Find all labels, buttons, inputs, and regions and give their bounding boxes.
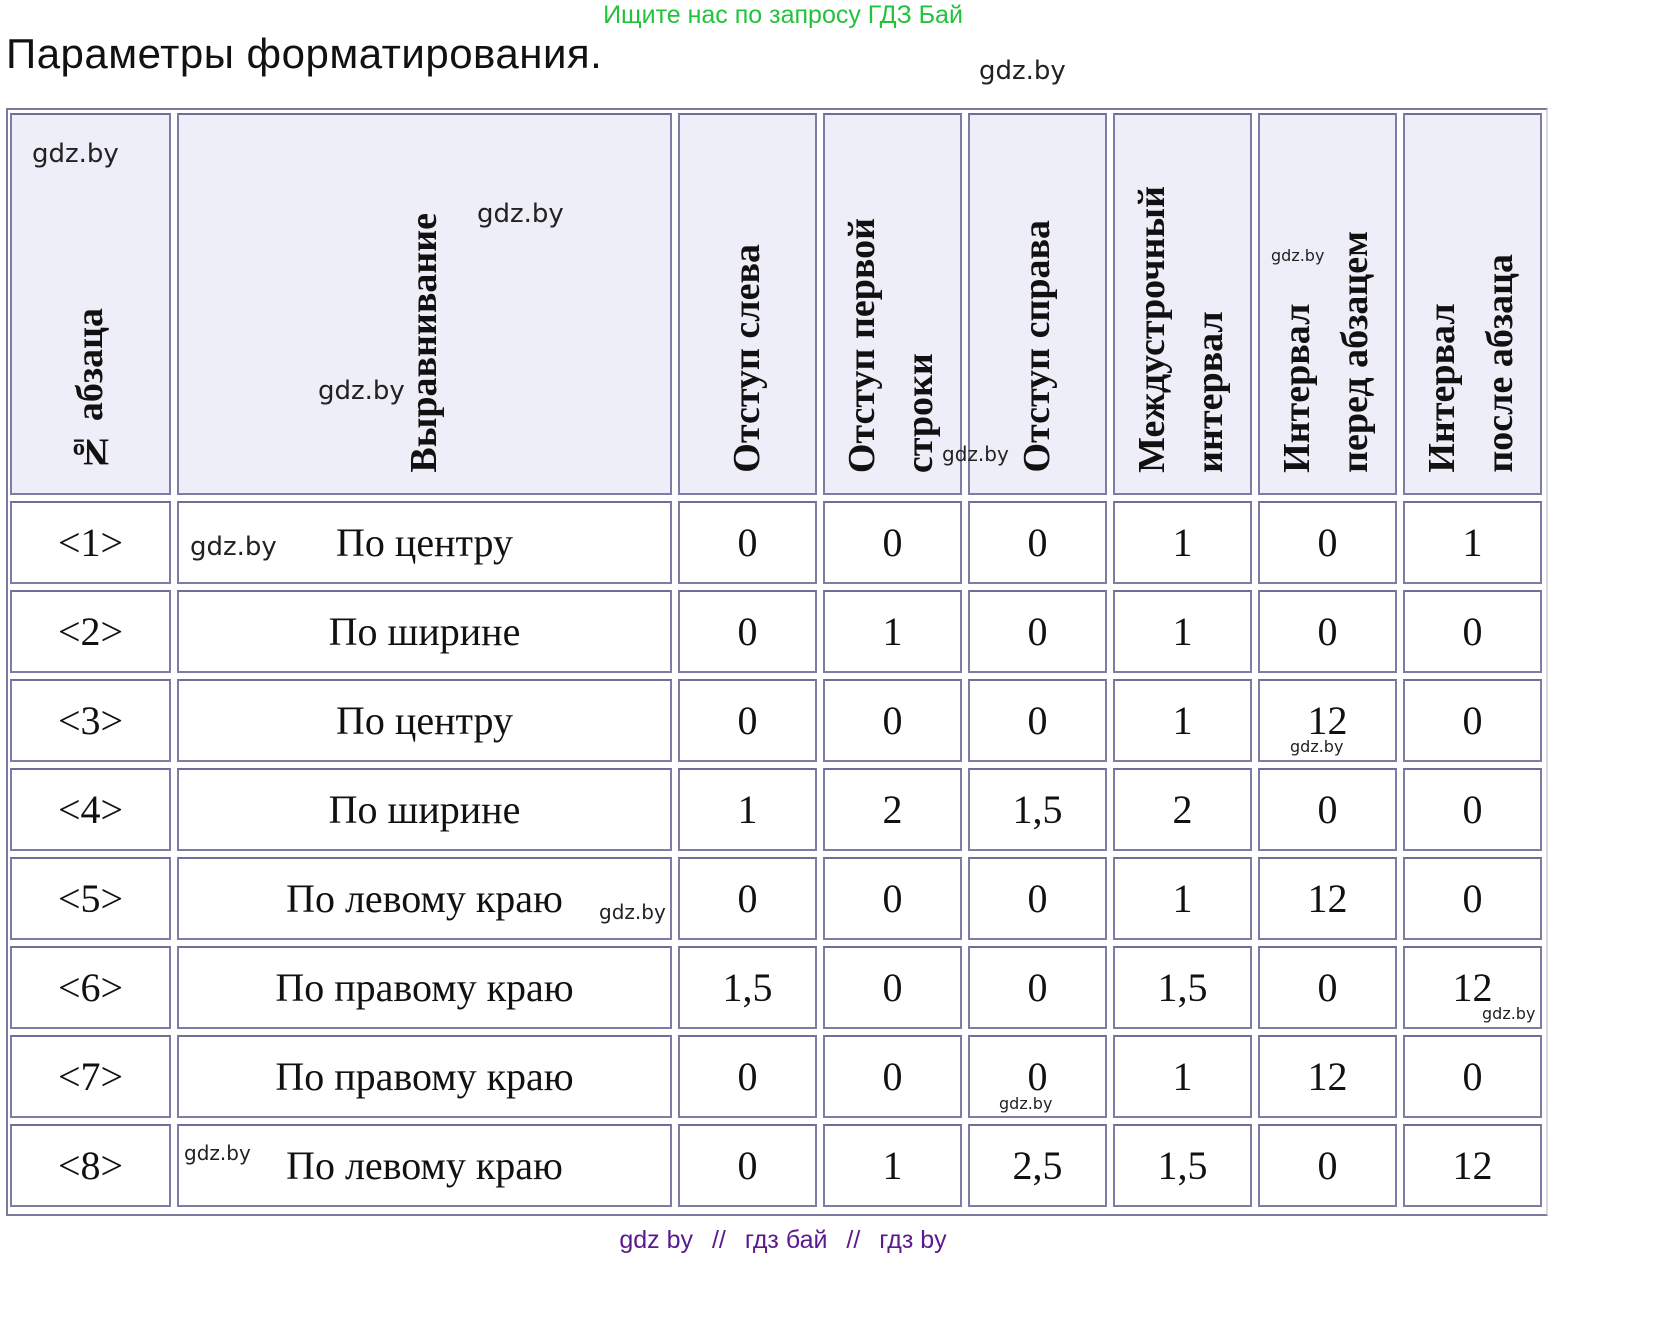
line-spacing-value: 1 <box>1113 1035 1252 1118</box>
first-line-indent-value: 0 <box>823 946 962 1029</box>
footer-separator: // <box>711 1226 726 1254</box>
header-spacing-before <box>1258 113 1397 495</box>
header-indent-right <box>968 113 1107 495</box>
alignment-value: По центру <box>177 501 672 584</box>
header-label-line1: Интервал <box>1420 303 1463 473</box>
indent-left-value: 0 <box>678 501 817 584</box>
indent-right-value: 0 <box>968 1035 1107 1118</box>
line-spacing-value: 2 <box>1113 768 1252 851</box>
first-line-indent-value: 0 <box>823 1035 962 1118</box>
header-label-line2: перед абзацем <box>1333 231 1376 473</box>
spacing-before-value: 0 <box>1258 1124 1397 1207</box>
paragraph-number: <4> <box>10 768 171 851</box>
header-paragraph-number <box>10 113 171 495</box>
first-line-indent-value: 1 <box>823 590 962 673</box>
alignment-value: По левому краю <box>177 1124 672 1207</box>
paragraph-number: <1> <box>10 501 171 584</box>
indent-left-value: 1 <box>678 768 817 851</box>
watermark: gdz.by <box>477 199 564 229</box>
paragraph-number: <3> <box>10 679 171 762</box>
line-spacing-value: 1 <box>1113 501 1252 584</box>
spacing-after-value: 0 <box>1403 768 1542 851</box>
header-label-line2: после абзаца <box>1478 254 1521 473</box>
line-spacing-value: 1,5 <box>1113 1124 1252 1207</box>
alignment-value: По центру <box>177 679 672 762</box>
indent-left-value: 0 <box>678 1124 817 1207</box>
watermark: gdz.by <box>1290 737 1344 756</box>
footer-link-gdz-by-cyr[interactable]: гдз by <box>879 1226 947 1254</box>
alignment-value: По ширине <box>177 768 672 851</box>
paragraph-number: <2> <box>10 590 171 673</box>
alignment-value: По ширине <box>177 590 672 673</box>
first-line-indent-value: 0 <box>823 679 962 762</box>
watermark: gdz.by <box>1482 1004 1536 1023</box>
header-spacing-after <box>1403 113 1542 495</box>
first-line-indent-value: 0 <box>823 501 962 584</box>
header-first-line-indent <box>823 113 962 495</box>
footer-separator: // <box>846 1226 861 1254</box>
header-label-line1: Отступ первой <box>840 217 883 473</box>
line-spacing-value: 1 <box>1113 590 1252 673</box>
watermark: gdz.by <box>979 56 1066 86</box>
spacing-before-value: 0 <box>1258 768 1397 851</box>
footer-links <box>0 1226 1566 1255</box>
indent-left-value: 1,5 <box>678 946 817 1029</box>
spacing-after-value: 0 <box>1403 857 1542 940</box>
footer-link-gdz-by[interactable]: gdz by <box>619 1226 694 1254</box>
table-row <box>10 768 1542 851</box>
spacing-after-value: 12 <box>1403 946 1542 1029</box>
watermark: gdz.by <box>1271 246 1325 265</box>
indent-right-value: 0 <box>968 501 1107 584</box>
first-line-indent-value: 2 <box>823 768 962 851</box>
spacing-before-value: 0 <box>1258 501 1397 584</box>
indent-left-value: 0 <box>678 857 817 940</box>
alignment-value: По левому краю <box>177 857 672 940</box>
indent-right-value: 0 <box>968 679 1107 762</box>
footer-link-gdz-bai[interactable]: гдз бай <box>744 1226 828 1254</box>
header-label: Отступ справа <box>1015 220 1058 473</box>
watermark: gdz.by <box>999 1094 1053 1113</box>
header-label-line1: Междустрочный <box>1130 186 1173 473</box>
indent-right-value: 0 <box>968 590 1107 673</box>
paragraph-number: <6> <box>10 946 171 1029</box>
header-label-line1: Интервал <box>1275 303 1318 473</box>
formatting-table <box>4 107 1548 1213</box>
header-indent-left <box>678 113 817 495</box>
first-line-indent-value: 0 <box>823 857 962 940</box>
spacing-before-value: 0 <box>1258 946 1397 1029</box>
spacing-after-value: 1 <box>1403 501 1542 584</box>
first-line-indent-value: 1 <box>823 1124 962 1207</box>
indent-left-value: 0 <box>678 590 817 673</box>
paragraph-number: <8> <box>10 1124 171 1207</box>
indent-left-value: 0 <box>678 679 817 762</box>
header-line-spacing <box>1113 113 1252 495</box>
spacing-after-value: 0 <box>1403 590 1542 673</box>
alignment-value: По правому краю <box>177 1035 672 1118</box>
header-alignment <box>177 113 672 495</box>
spacing-before-value: 12 <box>1258 679 1397 762</box>
spacing-after-value: 12 <box>1403 1124 1542 1207</box>
spacing-after-value: 0 <box>1403 1035 1542 1118</box>
header-label: Выравнивание <box>402 213 445 473</box>
line-spacing-value: 1 <box>1113 857 1252 940</box>
table-row <box>10 1124 1542 1207</box>
line-spacing-value: 1 <box>1113 679 1252 762</box>
line-spacing-value: 1,5 <box>1113 946 1252 1029</box>
header-label: № абзаца <box>68 308 111 473</box>
page-title: Параметры форматирования. <box>6 30 603 77</box>
watermark: gdz.by <box>32 139 119 169</box>
paragraph-number: <5> <box>10 857 171 940</box>
table-row <box>10 590 1542 673</box>
watermark: gdz.by <box>599 900 666 924</box>
watermark: gdz.by <box>184 1141 251 1165</box>
alignment-value: По правому краю <box>177 946 672 1029</box>
indent-right-value: 0 <box>968 857 1107 940</box>
header-row <box>10 113 1542 495</box>
indent-left-value: 0 <box>678 1035 817 1118</box>
header-label-line2: строки <box>898 353 941 473</box>
header-label: Отступ слева <box>725 244 768 473</box>
paragraph-number: <7> <box>10 1035 171 1118</box>
search-banner: Ищите нас по запросу ГДЗ Бай <box>603 1 963 29</box>
table-row <box>10 857 1542 940</box>
table-row <box>10 1035 1542 1118</box>
table-row <box>10 946 1542 1029</box>
indent-right-value: 0 <box>968 946 1107 1029</box>
indent-right-value: 1,5 <box>968 768 1107 851</box>
spacing-before-value: 12 <box>1258 1035 1397 1118</box>
watermark: gdz.by <box>190 532 277 562</box>
indent-right-value: 2,5 <box>968 1124 1107 1207</box>
spacing-after-value: 0 <box>1403 679 1542 762</box>
watermark: gdz.by <box>318 376 405 406</box>
spacing-before-value: 0 <box>1258 590 1397 673</box>
spacing-before-value: 12 <box>1258 857 1397 940</box>
header-label-line2: интервал <box>1188 311 1231 473</box>
watermark: gdz.by <box>942 442 1009 466</box>
